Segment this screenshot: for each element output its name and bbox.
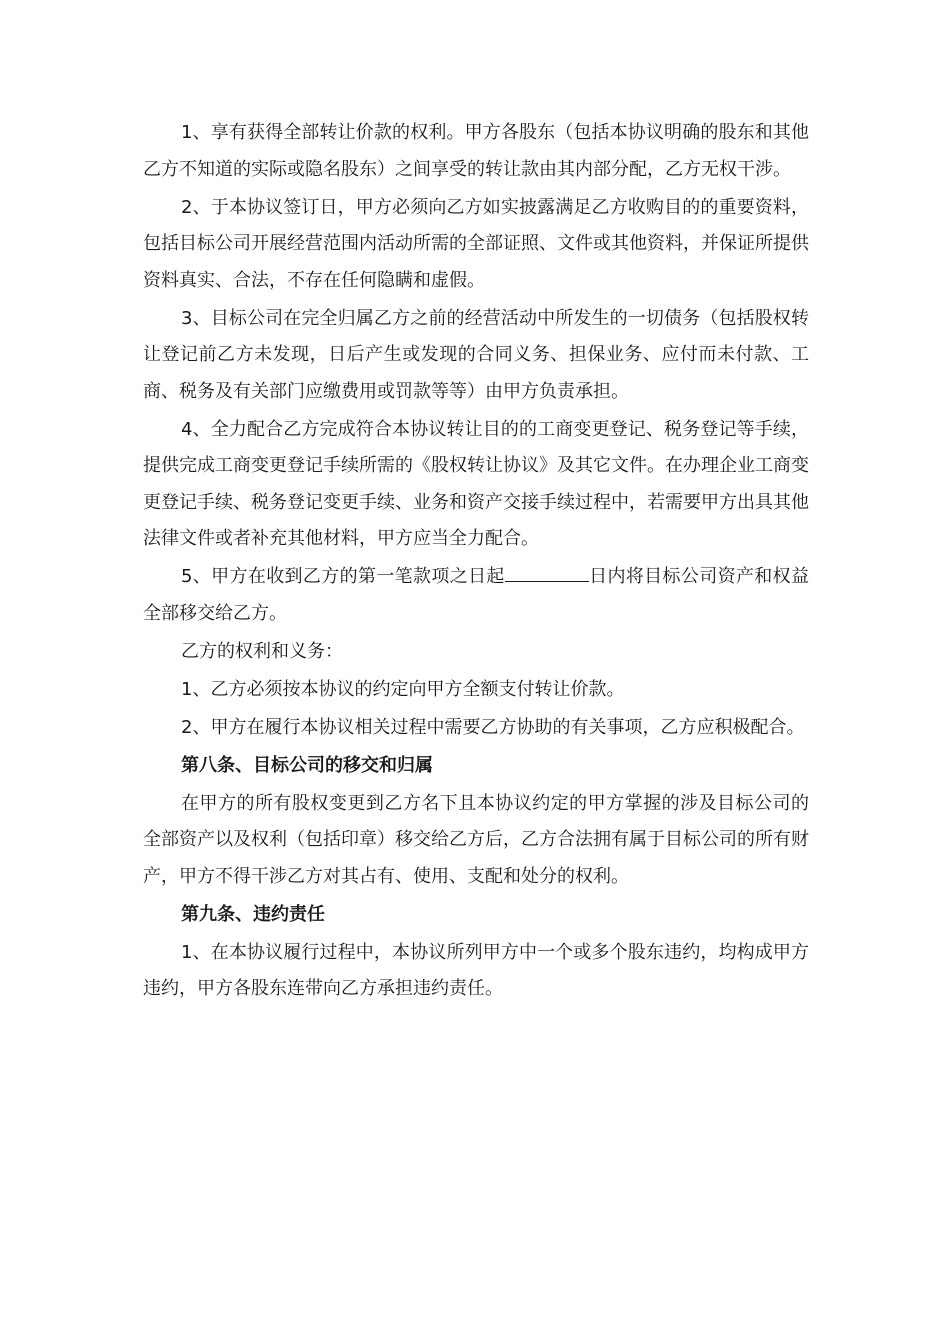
document-page (143, 115, 809, 1009)
paragraph-seller-obligation-2: 2、于本协议签订日，甲方必须向乙方如实披露满足乙方收购目的的重要资料，包括目标公司开展经营范围内活动所需的全部证照、文件或其他资料，并保证所提供资料真实、合法，不存在任何隐瞒和虚假。 (143, 196, 809, 291)
paragraph-seller-right-1: 1、享有获得全部转让价款的权利。甲方各股东（包括本协议明确的股东和其他乙方不知道的实际或隐名股东）之间享受的转让款由其内部分配，乙方无权干涉。 (143, 122, 809, 180)
paragraph-seller-obligation-3: 3、目标公司在完全归属乙方之前的经营活动中所发生的一切债务（包括股权转让登记前乙方未发现，日后产生或发现的合同义务、担保业务、应付而未付款、工商、税务及有关部门应缴费用或罚款等等）由甲方负责承担。 (143, 307, 809, 402)
paragraph-seller-obligation-4: 4、全力配合乙方完成符合本协议转让目的的工商变更登记、税务登记等手续，提供完成工商变更登记手续所需的《股权转让协议》及其它文件。在办理企业工商变更登记手续、税务登记变更手续、业务和资产交接手续过程中，若需要甲方出具其他法律文件或者补充其他材料，甲方应当全力配合。 (143, 418, 809, 549)
paragraph-buyer-obligation-2: 2、甲方在履行本协议相关过程中需要乙方协助的有关事项，乙方应积极配合。 (181, 716, 805, 738)
section-heading-article-8: 第八条、目标公司的移交和归属 (181, 754, 433, 776)
fill-in-blank-days (505, 561, 589, 582)
paragraph-article-9-item-1: 1、在本协议履行过程中，本协议所列甲方中一个或多个股东违约，均构成甲方违约，甲方各股东连带向乙方承担违约责任。 (143, 941, 809, 999)
paragraph-5-text-after: 日内将目标公司资产和权益全部移交给乙方。 (143, 566, 809, 624)
paragraph-buyer-rights-title: 乙方的权利和义务： (181, 640, 343, 662)
paragraph-buyer-obligation-1: 1、乙方必须按本协议的约定向甲方全额支付转让价款。 (181, 678, 625, 700)
paragraph-article-8-body: 在甲方的所有股权变更到乙方名下且本协议约定的甲方掌握的涉及目标公司的全部资产以及权利（包括印章）移交给乙方后，乙方合法拥有属于目标公司的所有财产，甲方不得干涉乙方对其占有、使用、支配和处分的权利。 (143, 792, 809, 887)
section-heading-article-9: 第九条、违约责任 (181, 903, 325, 925)
paragraph-5-text-before: 5、甲方在收到乙方的第一笔款项之日起 (181, 566, 505, 587)
paragraph-seller-obligation-5 (143, 559, 809, 632)
